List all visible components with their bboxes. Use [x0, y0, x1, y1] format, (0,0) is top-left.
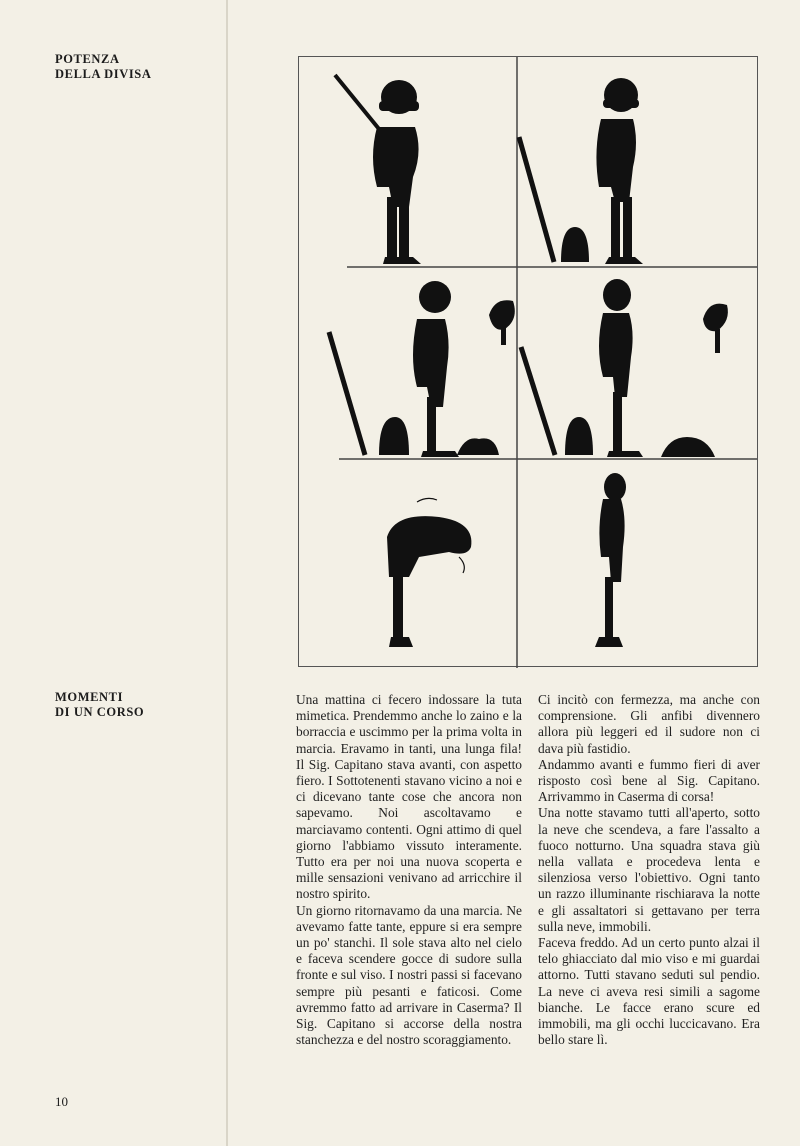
paragraph: Andammo avanti e fummo fieri di aver risposto così bene al Sig. Capitano. Arrivammo in Caserma di corsa!	[538, 756, 760, 805]
text-column-right	[538, 692, 760, 1048]
panel-1-soldier-icon	[335, 75, 421, 264]
panel-2-soldier-icon	[519, 78, 643, 264]
paragraph: Un giorno ritornavamo da una marcia. Ne avevamo fatte tante, eppure si era sempre un po' stanchi. Il sole stava alto nel cielo e faceva scendere gocce di sudore sulla fronte e sul viso. I nostri passi si facevano sempre più pesanti e faticosi. Come avremmo fatto ad arrivare in Caserma? Il Sig. Capitano si accorse della nostra stanchezza e del nostro scoraggiamento.	[296, 902, 522, 1048]
comic-strip	[298, 56, 758, 667]
section-title-potenza: POTENZA DELLA DIVISA	[55, 52, 152, 81]
section-title-momenti: MOMENTI DI UN CORSO	[55, 690, 145, 719]
margin-rule	[226, 0, 228, 1146]
paragraph: Faceva freddo. Ad un certo punto alzai il telo ghiacciato dal mio viso e mi guardai attorno. Tutti stavano seduti sul pendio. La neve ci aveva resi simili a sagome bianche. Le facce erano scure ed immobili, ma gli occhi luccicavano. Era bello stare lì.	[538, 935, 760, 1048]
paragraph: Una mattina ci fecero indossare la tuta mimetica. Prendemmo anche lo zaino e la borraccia e uscimmo per la prima volta in marcia. Eravamo in tanti, una lunga fila! Il Sig. Capitano stava avanti, con aspetto fiero. I Sottotenenti stavano vicino a noi e ci dicevano tante cose che ancora non sapevamo. Noi ascoltavamo e marciavamo contenti. Ogni attimo di quel giorno l'abbiamo vissuto interamente. Tutto era per noi una nuova scoperta e mille sensazioni venivano ad arricchire il nostro spirito.	[296, 692, 522, 902]
paragraph: Ci incitò con fermezza, ma anche con comprensione. Gli anfibi divennero allora più leggeri ed il sudore non ci dava più fastidio.	[538, 692, 760, 756]
page-number: 10	[55, 1094, 68, 1109]
text-column-left	[296, 692, 522, 1048]
comic-illustration	[299, 57, 759, 668]
panel-5-soldier-icon	[387, 498, 471, 647]
panel-4-soldier-icon	[521, 279, 728, 457]
panel-6-soldier-icon	[595, 473, 626, 647]
paragraph: Una notte stavamo tutti all'aperto, sotto la neve che scendeva, a fare l'assalto a fuoco notturno. Una squadra stava giù nella vallata e procedeva lenta e silenziosa verso l'obiettivo. Ogni tanto un razzo illuminante rischiarava la notte e gli assaltatori si gettavano per terra sulla neve, immobili.	[538, 805, 760, 934]
panel-3-soldier-icon	[329, 281, 515, 457]
